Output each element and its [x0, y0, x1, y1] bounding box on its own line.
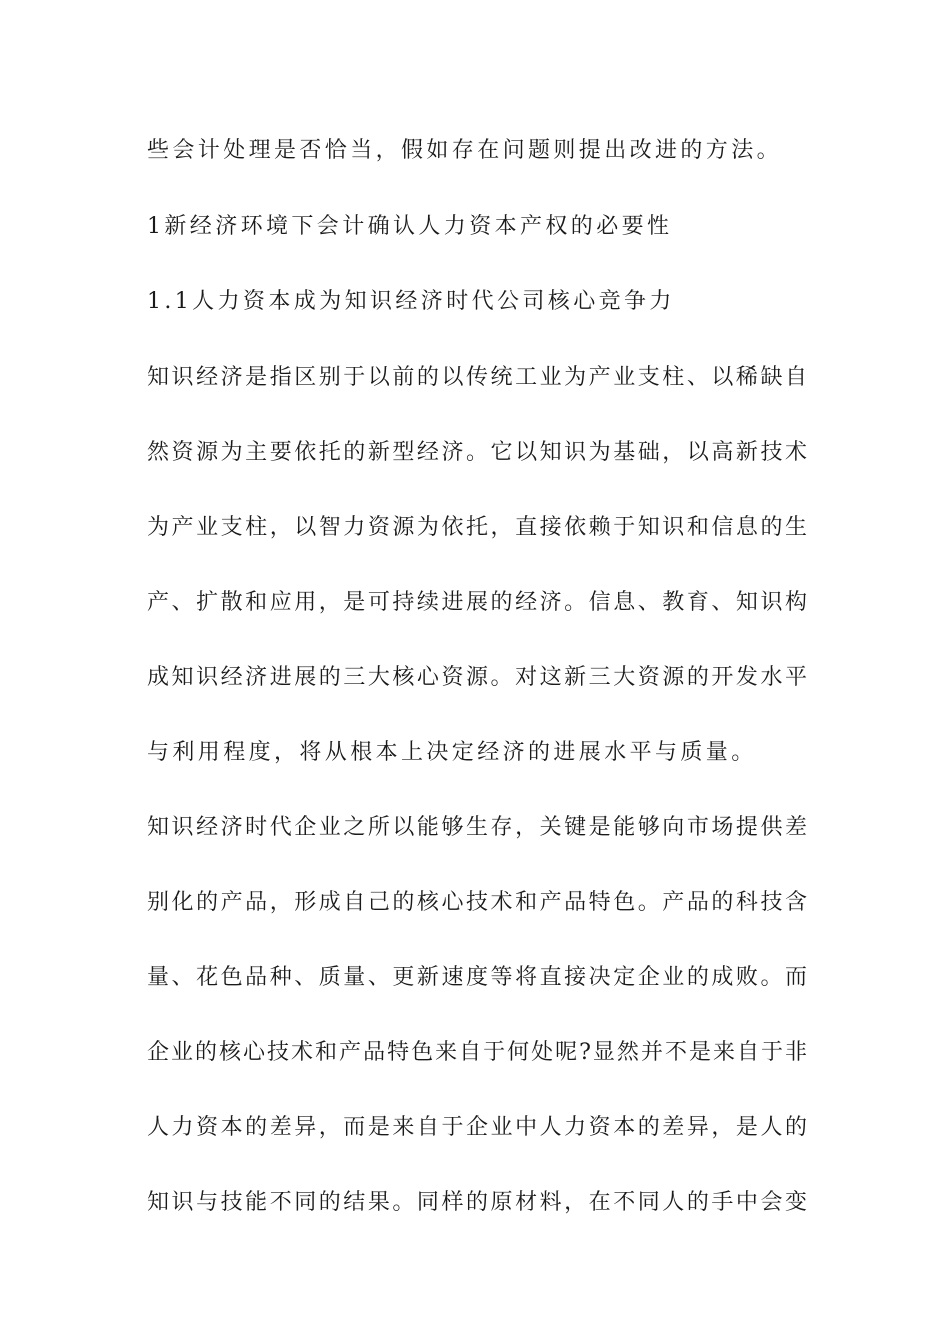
paragraph-line: 然资源为主要依托的新型经济。它以知识为基础，以高新技术 [147, 440, 807, 465]
section-heading: 1新经济环境下会计确认人力资本产权的必要性 [147, 214, 673, 239]
paragraph-line: 与利用程度，将从根本上决定经济的进展水平与质量。 [147, 740, 757, 765]
paragraph-line: 企业的核心技术和产品特色来自于何处呢?显然并不是来自于非 [147, 1040, 807, 1065]
paragraph-line: 量、花色品种、质量、更新速度等将直接决定企业的成败。而 [147, 965, 807, 990]
paragraph-line: 知识经济时代企业之所以能够生存，关键是能够向市场提供差 [147, 815, 807, 840]
paragraph-line: 产、扩散和应用，是可持续进展的经济。信息、教育、知识构 [147, 590, 807, 615]
paragraph-line: 别化的产品，形成自己的核心技术和产品特色。产品的科技含 [147, 890, 807, 915]
paragraph-line: 人力资本的差异，而是来自于企业中人力资本的差异，是人的 [147, 1115, 807, 1140]
paragraph-line: 成知识经济进展的三大核心资源。对这新三大资源的开发水平 [147, 665, 807, 690]
paragraph-line: 些会计处理是否恰当，假如存在问题则提出改进的方法。 [147, 138, 783, 163]
paragraph-line: 知识与技能不同的结果。同样的原材料，在不同人的手中会变 [147, 1190, 807, 1215]
subsection-heading: 1.1人力资本成为知识经济时代公司核心竞争力 [147, 289, 675, 314]
paragraph-line: 为产业支柱，以智力资源为依托，直接依赖于知识和信息的生 [147, 515, 807, 540]
paragraph-line: 知识经济是指区别于以前的以传统工业为产业支柱、以稀缺自 [147, 365, 807, 390]
